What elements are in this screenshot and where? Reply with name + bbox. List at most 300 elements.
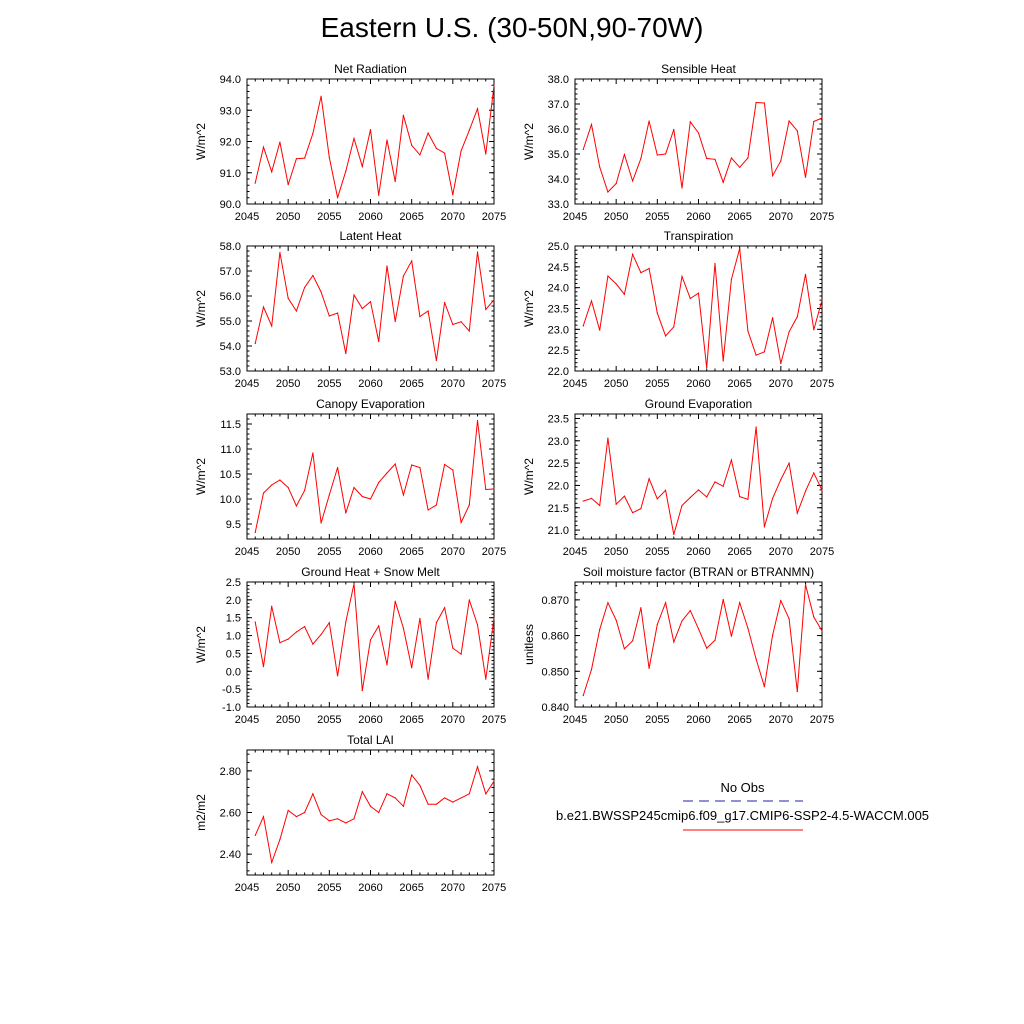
x-tick-label: 2065 [399,882,424,894]
y-tick-label: 21.5 [547,502,569,515]
data-point [452,194,453,195]
data-point [288,487,289,488]
y-tick-label: 10.5 [219,469,241,481]
data-point [632,180,633,181]
data-point [640,508,641,509]
data-point [665,490,666,491]
data-point [764,102,765,103]
data-point [255,182,256,183]
data-point [296,158,297,159]
data-point [378,482,379,483]
data-point [821,490,822,491]
data-point [263,816,264,817]
data-point [419,618,420,619]
y-axis-label: W/m^2 [194,458,208,495]
y-axis-label: W/m^2 [194,290,208,327]
data-point [477,766,478,767]
x-tick-label: 2045 [234,882,260,894]
x-tick-label: 2060 [358,714,383,726]
y-axis-label: W/m^2 [522,123,536,160]
data-point [419,467,420,468]
y-tick-label: -1.0 [222,702,241,714]
y-tick-label: 56.0 [219,291,241,303]
x-tick-label: 2075 [481,211,507,223]
series-line [583,103,822,193]
data-point [386,265,387,266]
y-tick-label: 24.5 [547,261,569,274]
data-point [271,484,272,485]
data-point [403,627,404,628]
data-point [772,498,773,499]
data-point [304,626,305,627]
data-point [673,641,674,642]
data-point [673,534,674,535]
data-point [690,121,691,122]
x-tick-label: 2075 [481,714,507,726]
data-point [607,602,608,603]
data-point [772,175,773,176]
panel-2 [194,229,506,390]
data-point [436,504,437,505]
data-point [296,505,297,506]
data-point [780,479,781,480]
data-point [329,622,330,623]
x-tick-label: 2055 [317,378,342,390]
x-tick-label: 2050 [603,378,629,390]
data-point [428,804,429,805]
data-point [649,478,650,479]
panel-title: Canopy Evaporation [316,397,425,411]
data-point [616,504,617,505]
y-axis-label: W/m^2 [194,123,208,160]
data-point [312,275,313,276]
data-point [698,489,699,490]
data-point [395,601,396,602]
x-tick-label: 2060 [358,211,383,223]
y-tick-label: 33.0 [547,199,569,211]
data-point [739,602,740,603]
data-point [665,602,666,603]
x-tick-label: 2065 [727,714,752,726]
data-point [296,631,297,632]
data-point [345,171,346,172]
y-tick-label: 94.0 [219,74,241,86]
data-point [386,472,387,473]
x-tick-label: 2070 [768,546,794,558]
data-point [723,182,724,183]
data-point [345,621,346,622]
data-point [624,648,625,649]
x-tick-label: 2075 [481,378,507,390]
data-point [698,628,699,629]
series-line [255,421,494,533]
data-point [362,166,363,167]
data-point [452,324,453,325]
data-point [723,486,724,487]
data-point [821,300,822,301]
x-tick-label: 2070 [440,378,466,390]
data-point [304,287,305,288]
data-point [788,618,789,619]
panel-7 [522,565,834,726]
y-tick-label: 25.0 [547,241,569,253]
data-point [263,492,264,493]
data-point [312,793,313,794]
panel-0 [194,62,506,223]
data-point [353,818,354,819]
data-point [321,634,322,635]
plot-frame [247,414,494,539]
data-point [657,312,658,313]
y-tick-label: 23.5 [547,303,569,316]
y-tick-label: 35.0 [547,149,569,161]
data-point [477,624,478,625]
data-point [271,171,272,172]
data-point [444,302,445,303]
data-point [632,254,633,255]
data-point [386,664,387,665]
y-tick-label: 22.0 [547,480,569,493]
data-point [395,181,396,182]
y-tick-label: 0.0 [225,666,241,679]
x-tick-label: 2055 [645,211,670,223]
data-point [747,627,748,628]
x-tick-label: 2075 [809,378,835,390]
data-point [607,438,608,439]
data-point [337,197,338,198]
data-point [370,806,371,807]
data-point [444,464,445,465]
data-point [731,636,732,637]
data-point [428,310,429,311]
y-tick-label: 23.0 [547,435,569,448]
x-tick-label: 2050 [275,714,301,726]
legend-obs-label: No Obs [720,780,765,795]
y-tick-label: 24.0 [547,282,569,295]
data-point [337,675,338,676]
data-point [607,275,608,276]
y-tick-label: 53.0 [219,366,241,378]
x-tick-label: 2075 [809,546,835,558]
data-point [370,129,371,130]
panel-title: Net Radiation [334,62,407,76]
data-point [731,157,732,158]
data-point [657,498,658,499]
data-point [329,315,330,316]
plot-frame [575,582,822,707]
y-tick-label: 11.5 [220,419,241,431]
data-point [813,121,814,122]
data-point [747,330,748,331]
x-tick-label: 2070 [440,211,466,223]
panel-title: Ground Evaporation [644,397,753,411]
data-point [362,496,363,497]
data-point [279,642,280,643]
x-tick-label: 2060 [358,546,383,558]
x-tick-label: 2070 [440,714,466,726]
data-point [485,679,486,680]
y-tick-label: 91.0 [219,167,241,180]
data-point [477,108,478,109]
data-point [698,132,699,133]
y-tick-label: 0.850 [541,666,569,679]
y-tick-label: 54.0 [219,341,241,353]
x-tick-label: 2050 [603,546,629,558]
data-point [370,301,371,302]
data-point [624,294,625,295]
data-point [428,679,429,680]
data-point [378,341,379,342]
data-point [460,150,461,151]
y-tick-label: 22.5 [547,345,569,358]
y-tick-label: 22.0 [547,366,569,378]
x-tick-label: 2065 [399,211,424,223]
data-point [271,325,272,326]
y-tick-label: 37.0 [547,99,569,111]
y-axis-label: m2/m2 [194,794,208,831]
data-point [805,177,806,178]
x-tick-label: 2045 [562,211,588,223]
data-point [714,481,715,482]
data-point [780,160,781,161]
data-point [485,309,486,310]
x-tick-label: 2055 [317,211,342,223]
data-point [378,195,379,196]
x-tick-label: 2065 [727,378,752,390]
data-point [386,139,387,140]
series-line [255,584,494,691]
data-point [419,154,420,155]
data-point [362,308,363,309]
data-point [690,298,691,299]
plot-frame [247,79,494,204]
y-tick-label: 34.0 [547,174,569,186]
data-point [756,659,757,660]
data-point [321,96,322,97]
y-tick-label: 93.0 [219,105,241,118]
y-tick-label: 58.0 [219,241,241,253]
panel-title: Sensible Heat [661,62,736,76]
plot-frame [247,582,494,707]
data-point [460,321,461,322]
data-point [395,321,396,322]
data-point [764,526,765,527]
data-point [460,797,461,798]
x-tick-label: 2070 [768,714,794,726]
x-tick-label: 2050 [275,211,301,223]
data-point [263,147,264,148]
data-point [444,607,445,608]
data-point [690,610,691,611]
y-tick-label: -0.5 [222,684,241,697]
data-point [599,629,600,630]
data-point [362,791,363,792]
data-point [362,690,363,691]
data-point [452,801,453,802]
data-point [649,120,650,121]
data-point [279,839,280,840]
data-point [403,115,404,116]
data-point [419,316,420,317]
data-point [640,158,641,159]
x-tick-label: 2045 [562,378,588,390]
y-axis-label: W/m^2 [522,458,536,495]
data-point [739,167,740,168]
y-tick-label: 2.60 [219,807,241,820]
data-point [485,153,486,154]
data-point [681,276,682,277]
data-point [288,810,289,811]
data-point [591,669,592,670]
data-point [649,668,650,669]
data-point [469,793,470,794]
y-tick-label: 23.5 [547,413,569,426]
data-point [681,505,682,506]
data-point [436,804,437,805]
data-point [411,145,412,146]
data-point [665,153,666,154]
data-point [599,330,600,331]
data-point [624,496,625,497]
data-point [353,138,354,139]
x-tick-label: 2065 [399,546,424,558]
x-tick-label: 2060 [686,714,711,726]
data-point [436,622,437,623]
x-tick-label: 2055 [645,546,670,558]
data-point [353,487,354,488]
y-tick-label: 2.80 [219,765,241,778]
x-tick-label: 2050 [275,378,301,390]
y-tick-label: 2.5 [225,577,241,589]
data-point [583,149,584,150]
data-point [813,616,814,617]
y-tick-label: 57.0 [219,266,241,278]
data-point [764,351,765,352]
panel-title: Total LAI [347,733,394,747]
data-point [673,129,674,130]
data-point [813,329,814,330]
data-point [296,310,297,311]
panel-title: Transpiration [663,229,734,243]
data-point [378,812,379,813]
data-point [403,806,404,807]
data-point [288,298,289,299]
x-tick-label: 2065 [727,211,752,223]
data-point [304,157,305,158]
data-point [788,463,789,464]
data-point [411,260,412,261]
data-point [493,488,494,489]
x-tick-label: 2055 [645,714,670,726]
data-point [403,275,404,276]
data-point [428,509,429,510]
x-tick-label: 2050 [275,882,301,894]
data-point [329,157,330,158]
data-point [411,464,412,465]
panel-title: Ground Heat + Snow Melt [301,565,440,579]
data-point [788,120,789,121]
data-point [370,639,371,640]
data-point [599,505,600,506]
x-tick-label: 2065 [399,378,424,390]
y-tick-label: 38.0 [547,74,569,86]
data-point [288,184,289,185]
data-point [805,491,806,492]
data-point [706,367,707,368]
data-point [296,816,297,817]
data-point [255,835,256,836]
data-point [723,360,724,361]
data-point [329,494,330,495]
data-point [616,183,617,184]
data-point [469,130,470,131]
data-point [321,522,322,523]
data-point [797,130,798,131]
y-tick-label: 0.870 [541,594,569,607]
data-point [805,274,806,275]
x-tick-label: 2060 [686,211,711,223]
data-point [395,463,396,464]
legend-run-label: b.e21.BWSSP245cmip6.f09_g17.CMIP6-SSP2-4.5-WACCM.005 [555,808,930,823]
data-point [411,774,412,775]
data-point [657,154,658,155]
panel-4 [194,397,506,558]
data-point [772,635,773,636]
data-point [395,797,396,798]
x-tick-label: 2070 [440,546,466,558]
data-point [583,500,584,501]
data-point [485,489,486,490]
data-point [616,620,617,621]
x-tick-label: 2070 [768,211,794,223]
data-point [673,326,674,327]
data-point [255,532,256,533]
data-point [690,497,691,498]
data-point [411,667,412,668]
x-tick-label: 2060 [686,378,711,390]
y-tick-label: 21.0 [547,525,569,538]
x-tick-label: 2055 [645,378,670,390]
y-tick-label: 36.0 [547,124,569,136]
data-point [345,512,346,513]
data-point [747,499,748,500]
data-point [813,472,814,473]
x-tick-label: 2075 [809,211,835,223]
data-point [657,624,658,625]
x-tick-label: 2045 [234,714,260,726]
data-point [386,793,387,794]
x-tick-label: 2075 [481,882,507,894]
series-line [255,85,494,197]
y-axis-label: unitless [522,624,536,665]
data-point [288,639,289,640]
data-point [469,330,470,331]
data-point [640,272,641,273]
data-point [681,187,682,188]
x-tick-label: 2065 [727,546,752,558]
y-tick-label: 0.860 [541,630,569,643]
data-point [821,630,822,631]
data-point [493,781,494,782]
data-point [279,142,280,143]
data-point [337,467,338,468]
data-point [731,279,732,280]
x-tick-label: 2050 [603,714,629,726]
x-tick-label: 2070 [768,378,794,390]
data-point [263,666,264,667]
data-point [731,459,732,460]
data-point [428,132,429,133]
